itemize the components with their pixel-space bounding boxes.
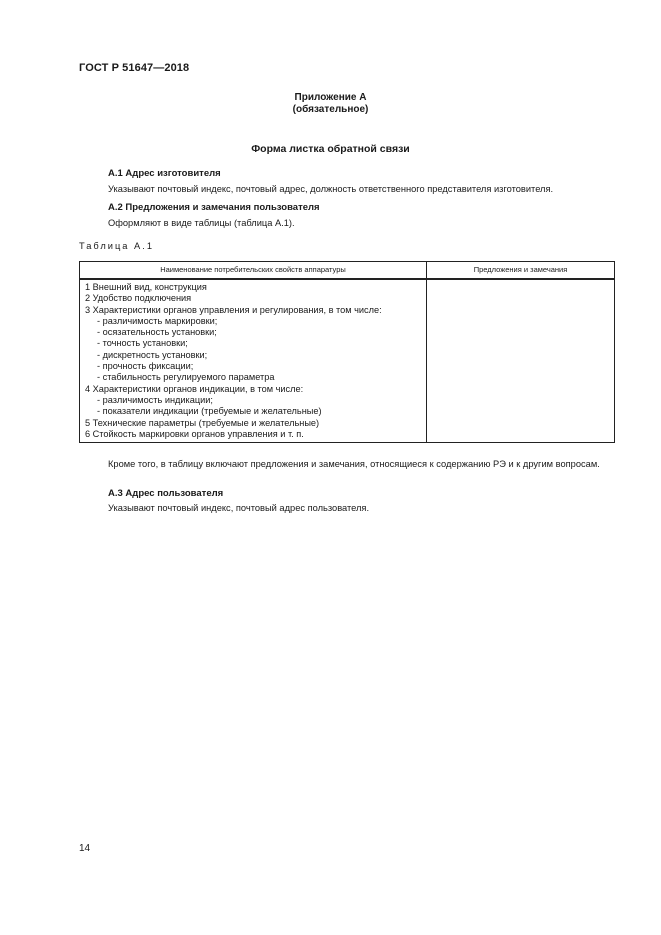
list-item: - показатели индикации (требуемые и желательные) bbox=[97, 406, 322, 417]
section-a1-text: Указывают почтовый индекс, почтовый адрес, должность ответственного представителя изготовителя. bbox=[108, 184, 554, 194]
properties-list bbox=[80, 280, 426, 442]
list-item: - прочность фиксации; bbox=[97, 361, 194, 372]
list-item: - дискретность установки; bbox=[97, 349, 208, 360]
list-item: 1 Внешний вид, конструкция bbox=[85, 282, 207, 292]
section-a1-heading: А.1 Адрес изготовителя bbox=[108, 168, 221, 179]
properties-cell bbox=[80, 279, 427, 443]
appendix-title: Приложение А bbox=[294, 92, 367, 103]
appendix-status: (обязательное) bbox=[292, 104, 369, 115]
list-item: - различимость индикации; bbox=[97, 394, 213, 405]
remarks-cell bbox=[427, 279, 615, 443]
after-table-paragraph: Кроме того, в таблицу включают предложения и замечания, относящиеся к содержанию РЭ и к другим вопросам. bbox=[108, 459, 600, 469]
table-header-properties: Наименование потребительских свойств аппаратуры bbox=[80, 262, 427, 280]
section-a3-heading: А.3 Адрес пользователя bbox=[108, 488, 224, 499]
table-caption: Таблица А.1 bbox=[79, 241, 154, 251]
section-a2-heading: А.2 Предложения и замечания пользователя bbox=[108, 202, 320, 213]
list-item: - различимость маркировки; bbox=[97, 315, 218, 326]
page-number: 14 bbox=[79, 843, 91, 854]
list-item: 3 Характеристики органов управления и регулирования, в том числе: bbox=[85, 304, 382, 315]
list-item: 4 Характеристики органов индикации, в том числе: bbox=[85, 383, 304, 394]
list-item: - осязательность установки; bbox=[97, 327, 217, 338]
list-item: 6 Стойкость маркировки органов управления и т. п. bbox=[85, 428, 304, 439]
form-title: Форма листка обратной связи bbox=[251, 143, 410, 155]
list-item: 5 Технические параметры (требуемые и желательные) bbox=[85, 417, 320, 428]
list-item: - точность установки; bbox=[97, 338, 188, 349]
table-row bbox=[80, 279, 615, 443]
feedback-table bbox=[79, 261, 615, 443]
table-header-row bbox=[80, 262, 615, 280]
section-a2-text: Оформляют в виде таблицы (таблица А.1). bbox=[108, 218, 295, 228]
document-code: ГОСТ Р 51647—2018 bbox=[79, 62, 190, 74]
section-a3-text: Указывают почтовый индекс, почтовый адрес пользователя. bbox=[108, 503, 370, 513]
table-header-remarks: Предложения и замечания bbox=[427, 262, 615, 280]
list-item: 2 Удобство подключения bbox=[85, 293, 192, 304]
list-item: - стабильность регулируемого параметра bbox=[97, 372, 275, 383]
